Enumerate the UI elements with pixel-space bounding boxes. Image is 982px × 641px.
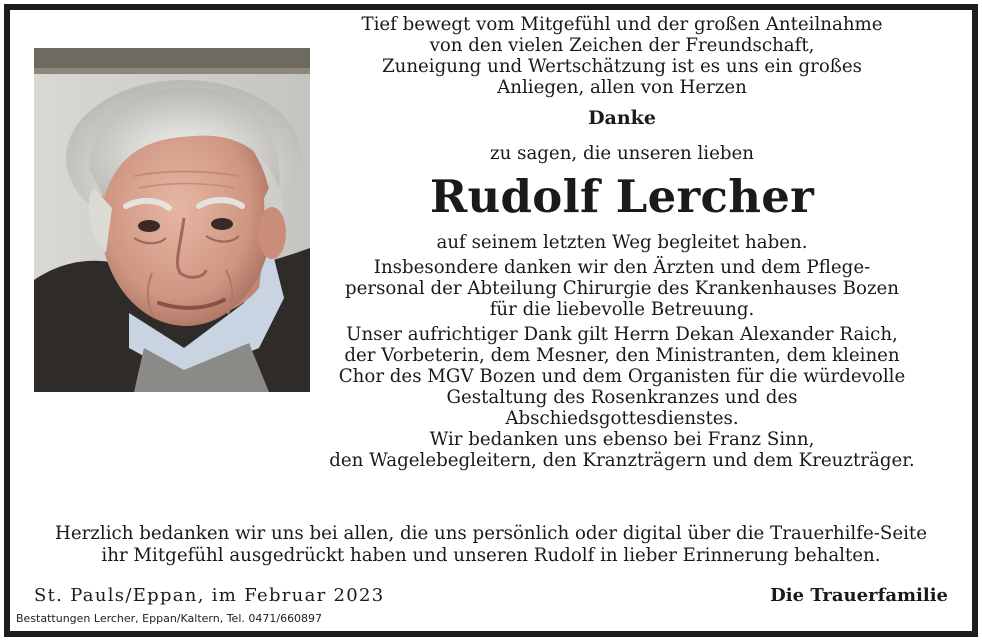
- hospital-line: Insbesondere danken wir den Ärzten und dem Pflege-: [373, 257, 871, 278]
- closing-text: [14, 523, 968, 567]
- church-line: Wir bedanken uns ebenso bei Franz Sinn,: [429, 429, 815, 450]
- portrait-image: [34, 48, 310, 392]
- undertaker-info: Bestattungen Lercher, Eppan/Kaltern, Tel. 0471/660897: [16, 612, 323, 625]
- portrait-photo: [34, 48, 310, 392]
- weg-line: auf seinem letzten Weg begleitet haben.: [436, 232, 808, 253]
- danke-heading: Danke: [588, 107, 656, 129]
- family-signature: Die Trauerfamilie: [770, 585, 948, 606]
- church-line: der Vorbeterin, dem Mesner, den Ministranten, dem kleinen: [344, 345, 900, 366]
- intro-line: Anliegen, allen von Herzen: [497, 77, 747, 98]
- church-line: Abschiedsgottesdienstes.: [505, 408, 739, 429]
- zu-sagen-line: zu sagen, die unseren lieben: [490, 143, 754, 164]
- closing-line: ihr Mitgefühl ausgedrückt haben und unseren Rudolf in lieber Erinnerung behalten.: [101, 545, 881, 566]
- church-line: Unser aufrichtiger Dank gilt Herrn Dekan Alexander Raich,: [346, 324, 898, 345]
- church-line: den Wagelebegleitern, den Kranzträgern und dem Kreuzträger.: [329, 450, 915, 471]
- intro-line: Tief bewegt vom Mitgefühl und der großen Anteilnahme: [361, 14, 883, 35]
- hospital-line: für die liebevolle Betreuung.: [489, 299, 755, 320]
- closing-line: Herzlich bedanken wir uns bei allen, die uns persönlich oder digital über die Trauerhilfe-Seite: [54, 523, 927, 544]
- deceased-name: Rudolf Lercher: [429, 170, 815, 223]
- main-text-column: [322, 14, 922, 471]
- intro-line: Zuneigung und Wertschätzung ist es uns ein großes: [381, 56, 863, 77]
- church-line: Gestaltung des Rosenkranzes und des: [446, 387, 798, 408]
- place-date: St. Pauls/Eppan, im Februar 2023: [34, 585, 385, 606]
- church-line: Chor des MGV Bozen und dem Organisten für die würdevolle: [338, 366, 906, 387]
- hospital-line: personal der Abteilung Chirurgie des Krankenhauses Bozen: [344, 278, 900, 299]
- intro-line: von den vielen Zeichen der Freundschaft,: [429, 35, 815, 56]
